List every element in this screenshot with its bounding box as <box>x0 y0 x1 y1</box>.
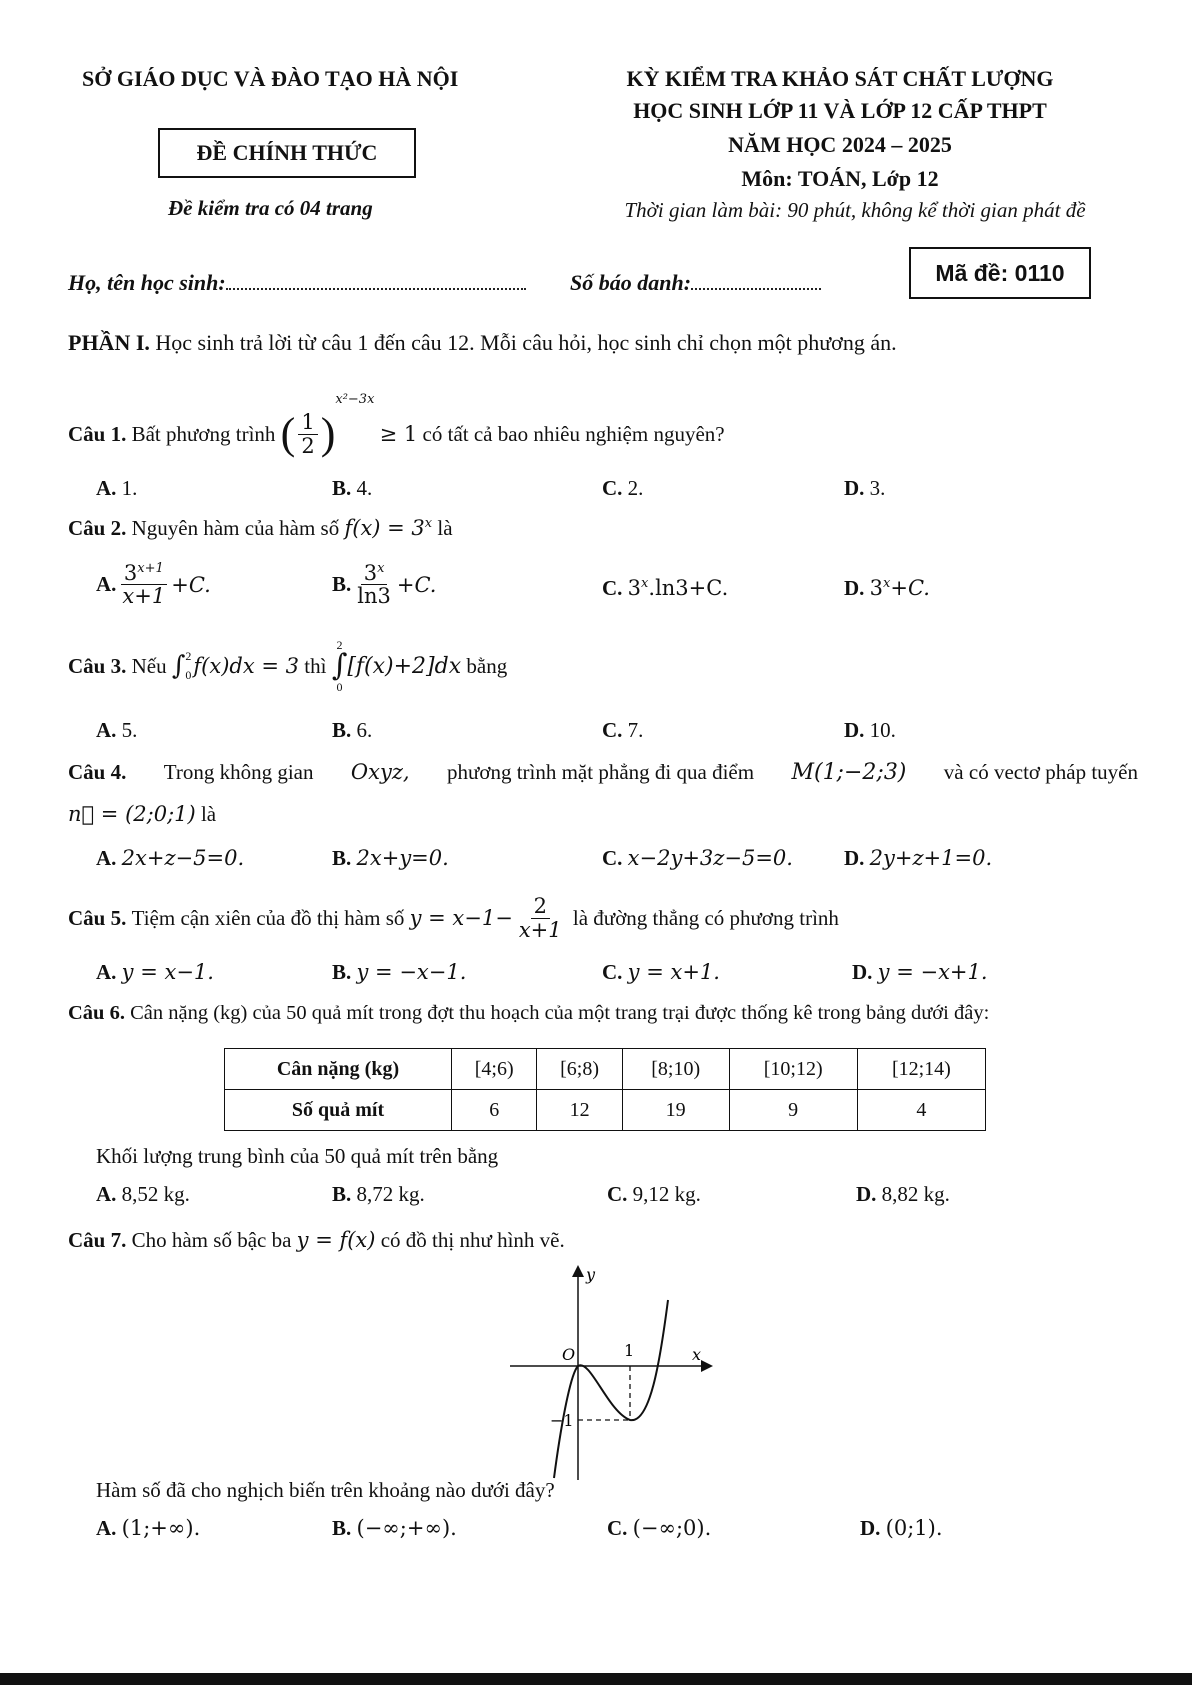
q3-option-a[interactable] <box>96 718 137 743</box>
y-axis-label: y <box>586 1265 596 1284</box>
q2-label: Câu 2. <box>68 516 127 540</box>
q1-option-b-text: 4. <box>356 476 373 500</box>
table-cell: [12;14) <box>857 1049 985 1090</box>
q7-option-d-text: (0;1). <box>885 1516 943 1540</box>
q1-option-d-letter: D. <box>844 476 865 500</box>
q1-option-d-text: 3. <box>869 476 886 500</box>
q4-option-c-letter: C. <box>602 846 623 870</box>
q4-option-b-letter: B. <box>332 846 352 870</box>
q1-option-b-letter: B. <box>332 476 352 500</box>
q7-option-a-letter: A. <box>96 1516 117 1540</box>
q1-frac-num: 1 <box>298 411 317 434</box>
time-note: Thời gian làm bài: 90 phút, không kể thời gian phát đề <box>624 198 1086 222</box>
q1-exponent: x²−3x <box>335 392 375 407</box>
question-4-line1 <box>68 760 1138 785</box>
q4-line2-post: là <box>200 802 217 826</box>
q5-pre: Tiệm cận xiên của đồ thị hàm số <box>131 905 405 930</box>
exam-code: Mã đề: 0110 <box>935 259 1065 286</box>
q7-option-c[interactable] <box>607 1516 711 1541</box>
student-name-row <box>68 270 526 296</box>
q2-option-a[interactable] <box>96 562 211 607</box>
q3-option-c-text: 7. <box>627 718 644 742</box>
q5-fn-pre: y = x−1− <box>409 906 513 930</box>
q6-option-a[interactable] <box>96 1182 190 1207</box>
q3-int1-lo: 0 <box>185 668 192 682</box>
question-5 <box>68 886 839 950</box>
q5-option-c-text: y = x+1. <box>627 960 720 984</box>
q7-cubic-graph <box>500 1262 720 1482</box>
question-6 <box>68 1002 989 1025</box>
q4-option-d[interactable] <box>844 846 992 871</box>
q7-option-d-letter: D. <box>860 1516 881 1540</box>
x-tick-label: 1 <box>624 1341 635 1360</box>
q7-option-a[interactable] <box>96 1516 200 1541</box>
q4-option-d-letter: D. <box>844 846 865 870</box>
q2-b-num-exp: x <box>377 561 385 576</box>
q3-option-d[interactable] <box>844 718 896 743</box>
q2-b-tail: +C. <box>396 572 437 597</box>
q5-option-a-letter: A. <box>96 960 117 984</box>
q1-close-paren: ) <box>320 409 336 458</box>
q6-option-c-letter: C. <box>607 1182 628 1206</box>
q2-d-base: 3 <box>869 576 884 600</box>
q4-line1-post: và có vectơ pháp tuyến <box>943 760 1138 784</box>
q1-option-d[interactable] <box>844 476 885 501</box>
q7-option-c-letter: C. <box>607 1516 628 1540</box>
subject-line: Môn: TOÁN, Lớp 12 <box>741 166 939 191</box>
table-cell: 12 <box>537 1090 622 1131</box>
table-row <box>225 1049 986 1090</box>
table-cell: 6 <box>452 1090 537 1131</box>
q5-option-a-text: y = x−1. <box>121 960 214 984</box>
q4-option-a-text: 2x+z−5=0. <box>121 846 245 870</box>
table-cell: [8;10) <box>622 1049 729 1090</box>
q4-option-d-text: 2y+z+1=0. <box>869 846 993 870</box>
q2-option-d[interactable] <box>844 576 930 601</box>
q6-text: Cân nặng (kg) của 50 quả mít trong đợt thu hoạch của một trang trại được thống kê trong bảng dưới đây: <box>130 1002 990 1024</box>
q3-option-b-letter: B. <box>332 718 352 742</box>
q2-a-den: x+1 <box>122 584 166 609</box>
q4-label: Câu 4. <box>68 760 127 784</box>
school-year: NĂM HỌC 2024 – 2025 <box>728 132 952 157</box>
q2-c-exp: x <box>641 576 649 591</box>
q5-option-a[interactable] <box>96 960 214 985</box>
q7-pre: Cho hàm số bậc ba <box>131 1228 292 1252</box>
q6-option-c-text: 9,12 kg. <box>632 1182 701 1206</box>
q3-integral2-sign-group <box>332 639 348 693</box>
q5-frac-num: 2 <box>531 895 550 918</box>
q2-option-a-fraction <box>119 562 168 607</box>
q2-b-num-base: 3 <box>363 561 378 585</box>
q5-option-c-letter: C. <box>602 960 623 984</box>
part1-instruction <box>68 330 897 356</box>
q3-label: Câu 3. <box>68 653 127 678</box>
q2-c-tail: .ln3+C. <box>648 576 729 600</box>
q3-option-c[interactable] <box>602 718 643 743</box>
q4-vector: n⃗ = (2;0;1) <box>68 802 196 826</box>
q1-option-a-text: 1. <box>121 476 138 500</box>
q7-question: Hàm số đã cho nghịch biến trên khoảng nào dưới đây? <box>96 1478 555 1502</box>
origin-label: O <box>562 1345 576 1364</box>
q3-option-a-letter: A. <box>96 718 117 742</box>
q4-option-c-text: x−2y+3z−5=0. <box>627 846 793 870</box>
official-exam-label: ĐỀ CHÍNH THỨC <box>196 140 378 165</box>
q6-option-b-letter: B. <box>332 1182 352 1206</box>
q3-option-b-text: 6. <box>356 718 373 742</box>
q6-option-b-text: 8,72 kg. <box>356 1182 425 1206</box>
q1-frac-den: 2 <box>301 433 315 458</box>
q5-option-b-letter: B. <box>332 960 352 984</box>
scan-bottom-edge <box>0 1673 1192 1685</box>
part1-label: PHẦN I. <box>68 330 150 355</box>
q2-option-b[interactable] <box>332 562 436 607</box>
q1-relation: ≥ 1 <box>379 422 418 446</box>
question-3 <box>68 636 507 696</box>
q3-integral2-body: [f(x)+2]dx <box>347 653 462 679</box>
q3-option-b[interactable] <box>332 718 372 743</box>
q2-a-num-exp: x+1 <box>137 561 164 576</box>
table-cell: 9 <box>729 1090 857 1131</box>
q3-option-d-letter: D. <box>844 718 865 742</box>
q2-d-exp: x <box>883 576 891 591</box>
q3-integral1-limits <box>185 647 191 685</box>
q5-option-b[interactable] <box>332 960 466 985</box>
q6-option-a-letter: A. <box>96 1182 117 1206</box>
q3-integral2-sign: ∫ <box>331 648 348 683</box>
q6-option-d-letter: D. <box>856 1182 877 1206</box>
q7-option-c-text: (−∞;0). <box>632 1516 712 1540</box>
q6-option-d[interactable] <box>856 1182 950 1207</box>
pages-note: Đề kiểm tra có 04 trang <box>168 196 373 220</box>
q1-option-a[interactable] <box>96 476 137 501</box>
q6-option-d-text: 8,82 kg. <box>881 1182 950 1206</box>
official-exam-box <box>158 128 416 178</box>
q7-fn: y = f(x) <box>296 1228 376 1252</box>
q5-option-b-text: y = −x−1. <box>356 960 467 984</box>
q3-int1-hi: 2 <box>185 648 192 663</box>
q2-c-base: 3 <box>627 576 642 600</box>
q2-option-c-letter: C. <box>602 576 623 600</box>
table-header-count: Số quả mít <box>225 1090 452 1131</box>
q1-pre: Bất phương trình <box>131 421 276 446</box>
q5-option-d-text: y = −x+1. <box>877 960 988 984</box>
q1-open-paren: ( <box>280 409 296 458</box>
q4-point: M(1;−2;3) <box>791 760 907 785</box>
q6-frequency-table <box>224 1048 986 1131</box>
q5-option-c[interactable] <box>602 960 720 985</box>
q6-label: Câu 6. <box>68 1002 125 1024</box>
table-row <box>225 1090 986 1131</box>
q4-option-b-text: 2x+y=0. <box>356 846 449 870</box>
q1-option-c-text: 2. <box>627 476 644 500</box>
q5-option-d-letter: D. <box>852 960 873 984</box>
q2-option-b-fraction <box>354 562 394 607</box>
q2-option-c[interactable] <box>602 576 728 601</box>
q2-func-exp: x <box>424 516 433 531</box>
q4-option-c[interactable] <box>602 846 793 871</box>
cubic-curve <box>554 1300 668 1478</box>
q2-post: là <box>437 516 453 540</box>
q3-integral1-body: f(x)dx = 3 <box>193 654 300 678</box>
q2-d-tail: +C. <box>890 576 930 600</box>
table-header-weight: Cân nặng (kg) <box>225 1049 452 1090</box>
q3-pre: Nếu <box>131 653 167 678</box>
exam-code-box <box>909 247 1091 299</box>
q2-option-b-letter: B. <box>332 572 352 597</box>
student-name-label: Họ, tên học sinh: <box>68 270 226 295</box>
q5-label: Câu 5. <box>68 905 127 930</box>
part1-text: Học sinh trả lời từ câu 1 đến câu 12. Mỗi câu hỏi, học sinh chỉ chọn một phương án. <box>155 330 897 355</box>
table-cell: 19 <box>622 1090 729 1131</box>
q4-line1-pre: Trong không gian <box>163 760 314 784</box>
student-id-label: Số báo danh: <box>570 270 692 295</box>
table-cell: [10;12) <box>729 1049 857 1090</box>
q4-option-a[interactable] <box>96 846 244 871</box>
q1-label: Câu 1. <box>68 421 127 446</box>
exam-title-line1: KỲ KIỂM TRA KHẢO SÁT CHẤT LƯỢNG <box>626 66 1054 91</box>
q6-question: Khối lượng trung bình của 50 quả mít trên bằng <box>96 1144 499 1168</box>
q6-option-c[interactable] <box>607 1182 701 1207</box>
q1-fraction <box>298 411 317 456</box>
q2-a-num-base: 3 <box>123 561 138 585</box>
q1-option-a-letter: A. <box>96 476 117 500</box>
q7-post: có đồ thị như hình vẽ. <box>380 1228 565 1252</box>
q2-option-d-letter: D. <box>844 576 865 600</box>
question-2 <box>68 516 453 541</box>
exam-title-line2: HỌC SINH LỚP 11 VÀ LỚP 12 CẤP THPT <box>633 98 1047 123</box>
q6-option-b[interactable] <box>332 1182 425 1207</box>
q2-func: f(x) = 3 <box>344 516 425 540</box>
q1-post: có tất cả bao nhiêu nghiệm nguyên? <box>422 421 725 446</box>
q7-label: Câu 7. <box>68 1228 127 1252</box>
q3-option-c-letter: C. <box>602 718 623 742</box>
q3-int2-lo: 0 <box>336 680 343 694</box>
q4-line1-mid: phương trình mặt phẳng đi qua điểm <box>446 760 755 784</box>
student-id-row <box>570 270 821 296</box>
q5-post: là đường thẳng có phương trình <box>572 905 839 930</box>
q1-option-c[interactable] <box>602 476 643 501</box>
q3-post: bằng <box>466 653 508 678</box>
q7-option-b-text: (−∞;+∞). <box>356 1516 457 1540</box>
q2-pre: Nguyên hàm của hàm số <box>131 516 340 540</box>
student-id-blank[interactable] <box>691 288 821 290</box>
q7-option-b-letter: B. <box>332 1516 352 1540</box>
q3-option-a-text: 5. <box>121 718 138 742</box>
q3-int2-hi: 2 <box>336 638 343 652</box>
q2-a-tail: +C. <box>171 572 211 597</box>
question-1 <box>68 384 725 484</box>
q3-integral1-sign: ∫ <box>171 651 186 681</box>
table-cell: 4 <box>857 1090 985 1131</box>
department-name: SỞ GIÁO DỤC VÀ ĐÀO TẠO HÀ NỘI <box>82 66 459 91</box>
q5-fraction <box>516 895 565 940</box>
table-cell: [4;6) <box>452 1049 537 1090</box>
q6-option-a-text: 8,52 kg. <box>121 1182 190 1206</box>
student-name-blank[interactable] <box>226 288 526 290</box>
q1-option-b[interactable] <box>332 476 372 501</box>
q4-space: Oxyz, <box>350 760 410 784</box>
q5-option-d[interactable] <box>852 960 988 985</box>
q7-option-b[interactable] <box>332 1516 457 1541</box>
q3-option-d-text: 10. <box>869 718 896 742</box>
q1-option-c-letter: C. <box>602 476 623 500</box>
q4-option-a-letter: A. <box>96 846 117 870</box>
q7-option-d[interactable] <box>860 1516 943 1541</box>
question-4-line2 <box>68 802 216 827</box>
q2-b-den: ln3 <box>357 584 391 609</box>
table-cell: [6;8) <box>537 1049 622 1090</box>
y-tick-label: −1 <box>550 1411 574 1430</box>
q3-mid: thì <box>304 653 327 678</box>
q2-option-a-letter: A. <box>96 572 117 597</box>
question-7 <box>68 1228 565 1253</box>
q4-option-b[interactable] <box>332 846 449 871</box>
q7-option-a-text: (1;+∞). <box>121 1516 201 1540</box>
q5-frac-den: x+1 <box>518 917 562 942</box>
x-axis-label: x <box>692 1345 702 1364</box>
